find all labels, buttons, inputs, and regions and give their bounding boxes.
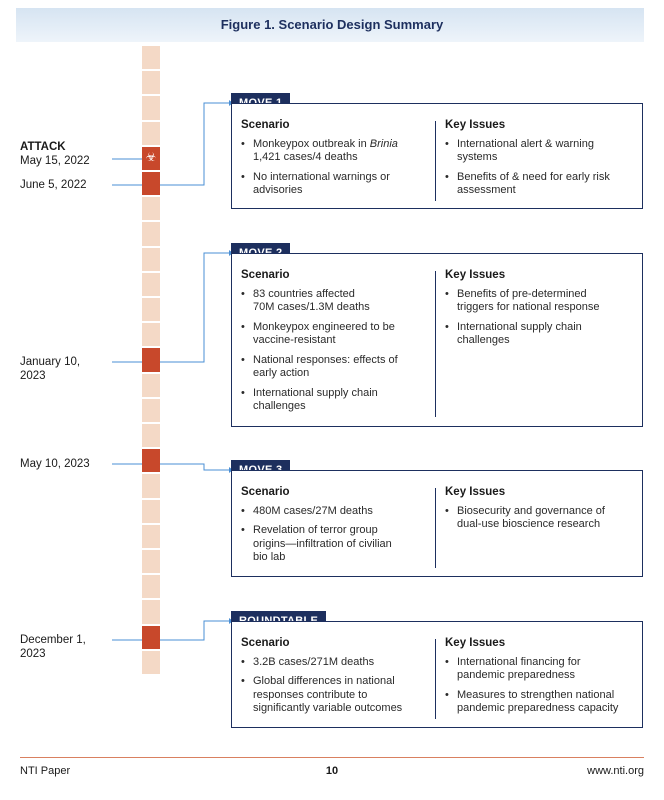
issues-heading: Key Issues [445,637,506,649]
scenario-heading: Scenario [241,269,290,281]
move-2-scenario [241,269,429,420]
column-divider [435,121,436,201]
move-3-scenario [241,486,429,571]
page-number: 10 [325,765,339,777]
issues-heading: Key Issues [445,269,506,281]
scenario-item: • 83 countries affected 70M cases/1.3M deaths [241,288,429,315]
footer-rule [20,757,644,758]
scenario-item: • Monkeypox engineered to be vaccine-resistant [241,321,429,348]
move-2-issues [445,269,635,354]
connector-move-3 [160,464,229,470]
date-december [20,633,86,661]
move-3-issues [445,486,635,538]
column-divider [435,488,436,568]
date-label: May 10, 2023 [20,458,90,470]
issue-item: • Benefits of & need for early risk assessment [445,171,635,198]
scenario-item: • Revelation of terror group origins—infiltration of civilian bio lab [241,524,429,565]
column-divider [435,271,436,417]
footer-url[interactable]: www.nti.org [587,765,644,777]
issue-item: • Biosecurity and governance of dual-use bioscience research [445,505,635,532]
scenario-item: • National responses: effects of early action [241,354,429,381]
column-divider [435,639,436,719]
scenario-item: • No international warnings or advisories [241,171,429,198]
move-1-scenario [241,119,429,204]
roundtable-issues [445,637,635,722]
date-attack [20,140,90,168]
roundtable-scenario [241,637,429,722]
move-1-issues [445,119,635,204]
date-may [20,457,90,471]
date-label-year: 2023 [20,648,46,660]
connector-roundtable [160,621,229,640]
issue-item: • Measures to strengthen national pandemic preparedness capacity [445,689,635,716]
attack-label: ATTACK [20,141,66,153]
connector-move-1 [160,103,229,185]
date-label: December 1, [20,634,86,646]
issue-item: • International alert & warning systems [445,138,635,165]
scenario-item: • Monkeypox outbreak in Brinia 1,421 cases/4 deaths [241,138,429,165]
date-label-year: 2023 [20,370,46,382]
issue-item: • Benefits of pre-determined triggers for national response [445,288,635,315]
scenario-heading: Scenario [241,637,290,649]
scenario-item: • Global differences in national responses contribute to significantly variable outcomes [241,675,429,716]
connector-move-2 [160,253,229,362]
scenario-item: • International supply chain challenges [241,387,429,414]
date-january [20,355,80,383]
scenario-item: • 3.2B cases/271M deaths [241,656,429,670]
issues-heading: Key Issues [445,486,506,498]
figure-title: Figure 1. Scenario Design Summary [220,17,444,32]
date-label: May 15, 2022 [20,155,90,167]
scenario-item: • 480M cases/27M deaths [241,505,429,519]
biohazard-icon: ☣ [145,149,157,164]
date-label: June 5, 2022 [20,179,87,191]
issue-item: • International financing for pandemic preparedness [445,656,635,683]
scenario-heading: Scenario [241,119,290,131]
date-june [20,178,87,192]
issue-item: • International supply chain challenges [445,321,635,348]
scenario-heading: Scenario [241,486,290,498]
footer-publication: NTI Paper [20,765,71,777]
date-label: January 10, [20,356,81,368]
issues-heading: Key Issues [445,119,506,131]
